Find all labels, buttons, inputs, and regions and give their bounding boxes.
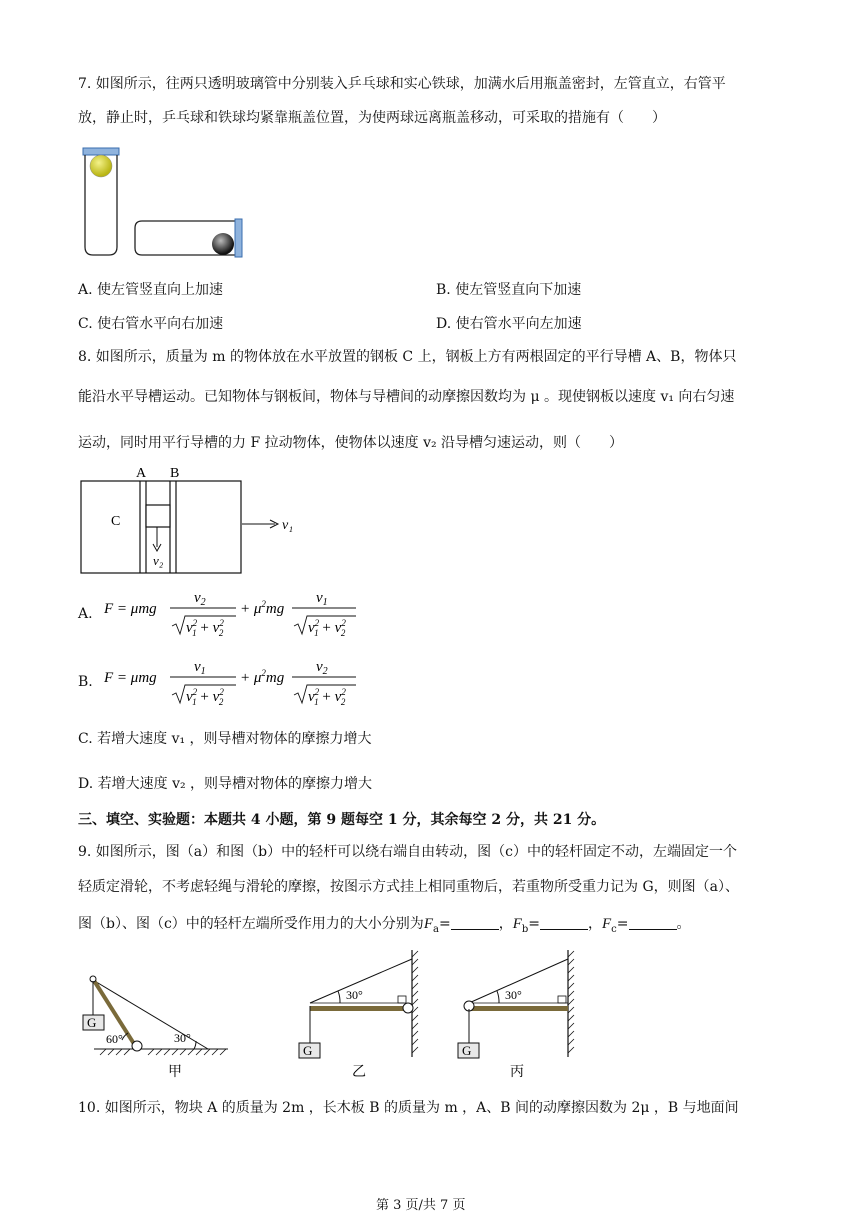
left-tube-cap bbox=[83, 148, 119, 155]
weight-g-c: G bbox=[462, 1043, 472, 1058]
eq-b: = bbox=[528, 916, 540, 932]
label-v2: v₂ bbox=[153, 553, 164, 568]
q9-line3-text: 图（b）、图（c）中的轻杆左端所受作用力的大小分别为 bbox=[78, 916, 424, 932]
sep-1: ， bbox=[498, 916, 513, 932]
iron-ball bbox=[212, 233, 234, 255]
svg-text:F = μmg: F = μmg bbox=[104, 670, 157, 686]
svg-text:+ μ2mg: + $\mu^2mg$ bbox=[240, 599, 285, 617]
fb-sub: b bbox=[521, 923, 529, 935]
q9-figures bbox=[78, 945, 598, 1080]
q7-option-a: A. 使左管竖直向上加速 bbox=[78, 282, 224, 298]
label-c: C bbox=[111, 514, 121, 529]
label-a: A bbox=[136, 466, 147, 481]
q8-text-line3: 运动，同时用平行导槽的力 F 拉动物体，使物体以速度 v₂ 沿导槽匀速运动，则（ ） bbox=[78, 435, 624, 451]
svg-text:v21 + v22: $v^2$ $1 + v^2$ 2 bbox=[186, 687, 224, 707]
weight-g-b: G bbox=[303, 1043, 313, 1058]
section-3-heading: 三、填空、实验题：本题共 4 小题，第 9 题每空 1 分，其余每空 2 分，共 21 分。 bbox=[78, 812, 606, 828]
page-footer: 第 3 页/共 7 页 bbox=[376, 1198, 466, 1213]
caption-c: 丙 bbox=[510, 1065, 524, 1080]
svg-text:v21 + v22: $v^2$ $1 + v^2$ 2 bbox=[186, 618, 224, 638]
label-v1: v₁ bbox=[282, 518, 294, 533]
q7-option-d: D. 使右管水平向左加速 bbox=[436, 316, 582, 332]
angle-30-c: 30° bbox=[505, 988, 522, 1002]
svg-text:v1: $v_1$ bbox=[316, 590, 328, 608]
q9-text-line2: 轻质定滑轮，不考虑轻绳与滑轮的摩擦，按图示方式挂上相同重物后，若重物所受重力记为 G，则图（a）、 bbox=[78, 879, 739, 895]
q7-option-c: C. 使右管水平向右加速 bbox=[78, 316, 224, 332]
angle-30-a: 30° bbox=[174, 1031, 191, 1045]
svg-text:v21 + v22: $v^2$ $1 + v^2$ 2 bbox=[308, 687, 346, 707]
eq-a: = bbox=[438, 916, 451, 932]
right-tube-cap bbox=[235, 219, 242, 257]
svg-text:v21 + v22: $v^2$ $1 + v^2$ 2 bbox=[308, 618, 346, 638]
angle-30-b: 30° bbox=[346, 988, 363, 1002]
blank-fa[interactable] bbox=[451, 915, 499, 930]
fa-symbol: F bbox=[423, 916, 433, 932]
blank-fc[interactable] bbox=[629, 915, 677, 930]
svg-text:+ μ2mg: + $\mu^2mg$ bbox=[240, 668, 285, 686]
q9-text-line3 bbox=[78, 914, 691, 940]
svg-text:F = μmg: F = μmg bbox=[104, 601, 157, 617]
q8-option-c: C. 若增大速度 v₁ ，则导槽对物体的摩擦力增大 bbox=[78, 731, 372, 747]
label-b: B bbox=[170, 466, 180, 481]
eq-c: = bbox=[616, 916, 629, 932]
sep-2: ， bbox=[588, 916, 602, 932]
fb-symbol: F bbox=[512, 916, 522, 932]
q8-option-b-formula bbox=[102, 657, 362, 709]
q8-option-a-formula bbox=[102, 588, 362, 640]
q8-figure bbox=[80, 462, 310, 577]
q7-text-line2: 放，静止时，乒乓球和铁球均紧靠瓶盖位置，为使两球远离瓶盖移动，可采取的措施有（ ） bbox=[78, 110, 666, 126]
q10-text-line1: 10. 如图所示，物块 A 的质量为 2m ，长木板 B 的质量为 m ，A、B 间的动摩擦因数为 2μ ，B 与地面间 bbox=[78, 1100, 739, 1116]
q7-figure bbox=[80, 145, 250, 260]
fc-sub: c bbox=[611, 923, 617, 935]
fa-sub: a bbox=[432, 923, 439, 935]
q9-text-line1: 9. 如图所示，图（a）和图（b）中的轻杆可以绕右端自由转动，图（c）中的轻杆固定不动，左端固定一个 bbox=[78, 844, 737, 860]
weight-g-a: G bbox=[87, 1015, 97, 1030]
q8-text-line1: 8. 如图所示，质量为 m 的物体放在水平放置的钢板 C 上，钢板上方有两根固定的平行导槽 A、B，物体只 bbox=[78, 349, 737, 365]
rod-c bbox=[469, 1006, 568, 1011]
ping-pong-ball bbox=[90, 155, 112, 177]
q8-option-b-label: B. bbox=[78, 674, 93, 690]
svg-text:v2: $v_2$ bbox=[194, 590, 206, 608]
object-block bbox=[146, 505, 170, 527]
svg-text:v1: $v_1$ bbox=[194, 659, 206, 677]
q8-text-line2: 能沿水平导槽运动。已知物体与钢板间，物体与导槽间的动摩擦因数均为 μ 。现使钢板以速度 v₁ 向右匀速 bbox=[78, 389, 735, 405]
q7-option-b: B. 使左管竖直向下加速 bbox=[436, 282, 582, 298]
caption-a: 甲 bbox=[168, 1065, 182, 1080]
fc-symbol: F bbox=[602, 916, 612, 932]
rod-b bbox=[310, 1006, 406, 1011]
svg-text:v2: $v_2$ bbox=[316, 659, 328, 677]
q7-text-line1: 7. 如图所示，往两只透明玻璃管中分别装入乒乓球和实心铁球，加满水后用瓶盖密封，左管直立，右管平 bbox=[78, 76, 726, 92]
end-mark: 。 bbox=[676, 916, 691, 932]
caption-b: 乙 bbox=[352, 1065, 366, 1080]
blank-fb[interactable] bbox=[540, 915, 588, 930]
q8-option-d: D. 若增大速度 v₂ ，则导槽对物体的摩擦力增大 bbox=[78, 776, 373, 792]
q8-option-a-label: A. bbox=[78, 606, 93, 622]
angle-60: 60° bbox=[106, 1032, 123, 1046]
